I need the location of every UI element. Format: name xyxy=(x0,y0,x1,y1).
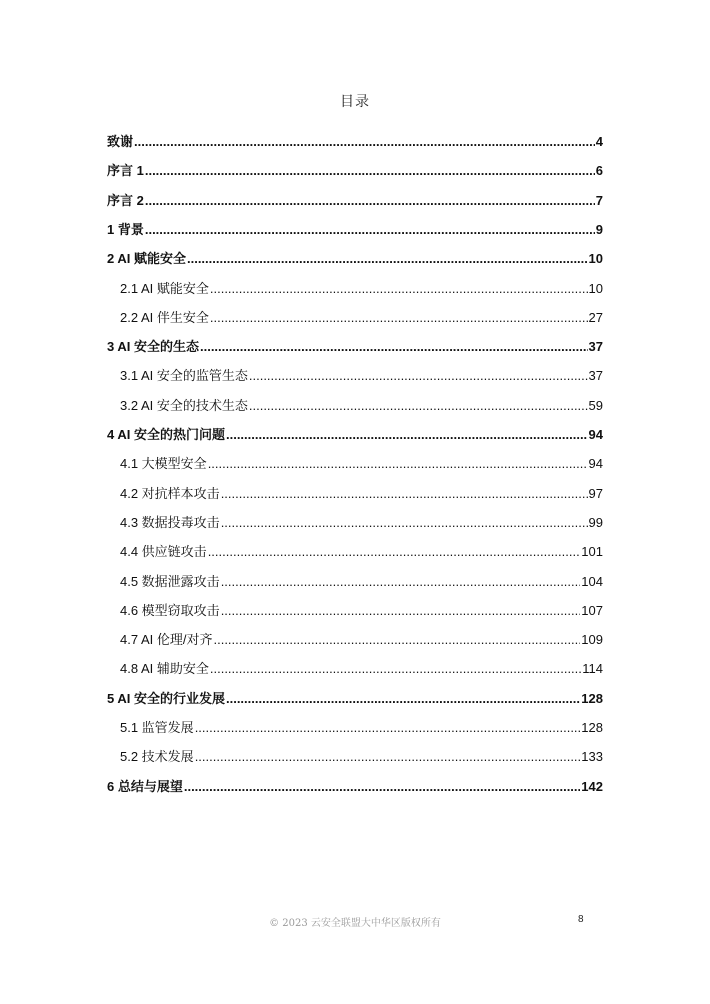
toc-entry[interactable] xyxy=(120,511,603,531)
toc-entry[interactable] xyxy=(120,570,603,590)
toc-dot-leader xyxy=(221,574,581,590)
page-number: 8 xyxy=(578,914,584,925)
toc-entry-page-number: 133 xyxy=(581,749,603,764)
toc-entry-page-number: 104 xyxy=(581,574,603,589)
toc-dot-leader xyxy=(249,368,588,384)
toc-entry[interactable] xyxy=(120,716,603,736)
toc-entry[interactable] xyxy=(107,687,603,707)
toc-entry[interactable] xyxy=(120,277,603,297)
toc-entry-label: 4 AI 安全的热门问题 xyxy=(107,427,225,442)
toc-dot-leader xyxy=(210,310,588,326)
toc-entry-label: 3 AI 安全的生态 xyxy=(107,339,199,354)
toc-entry-page-number: 128 xyxy=(581,691,603,706)
toc-entry[interactable] xyxy=(120,745,603,765)
toc-entry-page-number: 27 xyxy=(588,310,603,325)
toc-entry[interactable] xyxy=(120,657,603,677)
toc-entry[interactable] xyxy=(107,247,603,267)
toc-entry-page-number: 37 xyxy=(588,339,603,354)
toc-title: 目录 xyxy=(340,94,370,110)
toc-entry-label: 4.4 供应链攻击 xyxy=(120,544,207,559)
toc-entry-label: 4.8 AI 辅助安全 xyxy=(120,661,209,676)
toc-dot-leader xyxy=(200,339,588,355)
toc-dot-leader xyxy=(208,544,581,560)
toc-entry-label: 5.1 监管发展 xyxy=(120,720,194,735)
toc-entry-label: 致谢 xyxy=(107,134,134,149)
toc-dot-leader xyxy=(145,193,595,209)
toc-entry-page-number: 10 xyxy=(588,281,603,296)
toc-entry[interactable] xyxy=(107,775,603,795)
toc-entry-label: 2.1 AI 赋能安全 xyxy=(120,281,209,296)
toc-dot-leader xyxy=(187,251,588,267)
toc-entry[interactable] xyxy=(107,189,603,209)
toc-entry-page-number: 7 xyxy=(595,193,603,208)
toc-entry-label: 序言 2 xyxy=(107,193,144,208)
toc-entry-label: 4.2 对抗样本攻击 xyxy=(120,486,220,501)
toc-entry-page-number: 6 xyxy=(595,163,603,178)
toc-dot-leader xyxy=(210,661,581,677)
toc-entry-page-number: 59 xyxy=(588,398,603,413)
toc-entry[interactable] xyxy=(120,599,603,619)
toc-entry-label: 2 AI 赋能安全 xyxy=(107,251,186,266)
toc-entry-page-number: 94 xyxy=(588,456,603,471)
toc-dot-leader xyxy=(145,163,595,179)
toc-dot-leader xyxy=(226,427,588,443)
page-footer xyxy=(0,914,710,930)
toc-entry-label: 3.1 AI 安全的监管生态 xyxy=(120,368,248,383)
toc-entry-page-number: 97 xyxy=(588,486,603,501)
toc-entry-page-number: 99 xyxy=(588,515,603,530)
toc-dot-leader xyxy=(184,779,580,795)
toc-entry-label: 4.7 AI 伦理/对齐 xyxy=(120,632,213,647)
toc-dot-leader xyxy=(249,398,588,414)
toc-dot-leader xyxy=(221,515,588,531)
toc-entry-label: 2.2 AI 伴生安全 xyxy=(120,310,209,325)
toc-entry-label: 4.5 数据泄露攻击 xyxy=(120,574,220,589)
toc-entry[interactable] xyxy=(120,364,603,384)
toc-entry[interactable] xyxy=(120,628,603,648)
toc-entry-page-number: 107 xyxy=(581,603,603,618)
toc-entry-label: 1 背景 xyxy=(107,222,144,237)
toc-entry-page-number: 109 xyxy=(581,632,603,647)
toc-entry[interactable] xyxy=(120,482,603,502)
toc-entry-page-number: 101 xyxy=(581,544,603,559)
toc-entry[interactable] xyxy=(120,452,603,472)
toc-entry-page-number: 9 xyxy=(595,222,603,237)
toc-entry-page-number: 37 xyxy=(588,368,603,383)
toc-entry-label: 序言 1 xyxy=(107,163,144,178)
toc-dot-leader xyxy=(195,749,581,765)
toc-entry-label: 3.2 AI 安全的技术生态 xyxy=(120,398,248,413)
toc-entry[interactable] xyxy=(107,335,603,355)
toc-entry-page-number: 142 xyxy=(581,779,603,794)
toc-entry-page-number: 114 xyxy=(582,661,603,676)
toc-entry[interactable] xyxy=(120,540,603,560)
toc-entry-label: 4.3 数据投毒攻击 xyxy=(120,515,220,530)
toc-dot-leader xyxy=(221,603,581,619)
toc-entry[interactable] xyxy=(107,130,603,150)
toc-dot-leader xyxy=(134,134,595,150)
toc-dot-leader xyxy=(195,720,581,736)
copyright-notice: © 2023 云安全联盟大中华区版权所有 xyxy=(269,918,441,929)
toc-dot-leader xyxy=(226,691,580,707)
toc-dot-leader xyxy=(210,281,588,297)
toc-entry-label: 4.1 大模型安全 xyxy=(120,456,207,471)
toc-entry[interactable] xyxy=(107,159,603,179)
toc-entry-label: 5.2 技术发展 xyxy=(120,749,194,764)
toc-entry-label: 4.6 模型窃取攻击 xyxy=(120,603,220,618)
toc-dot-leader xyxy=(208,456,588,472)
toc-entry[interactable] xyxy=(107,218,603,238)
toc-entry-page-number: 128 xyxy=(581,720,603,735)
toc-dot-leader xyxy=(145,222,595,238)
toc-entry[interactable] xyxy=(120,306,603,326)
toc-entry-page-number: 4 xyxy=(595,134,603,149)
toc-dot-leader xyxy=(213,632,580,648)
toc-dot-leader xyxy=(221,486,588,502)
toc-entry-label: 6 总结与展望 xyxy=(107,779,183,794)
toc-entry-page-number: 10 xyxy=(588,251,603,266)
toc-entry-label: 5 AI 安全的行业发展 xyxy=(107,691,225,706)
toc-entry-page-number: 94 xyxy=(588,427,603,442)
toc-entry[interactable] xyxy=(120,394,603,414)
toc-entry[interactable] xyxy=(107,423,603,443)
